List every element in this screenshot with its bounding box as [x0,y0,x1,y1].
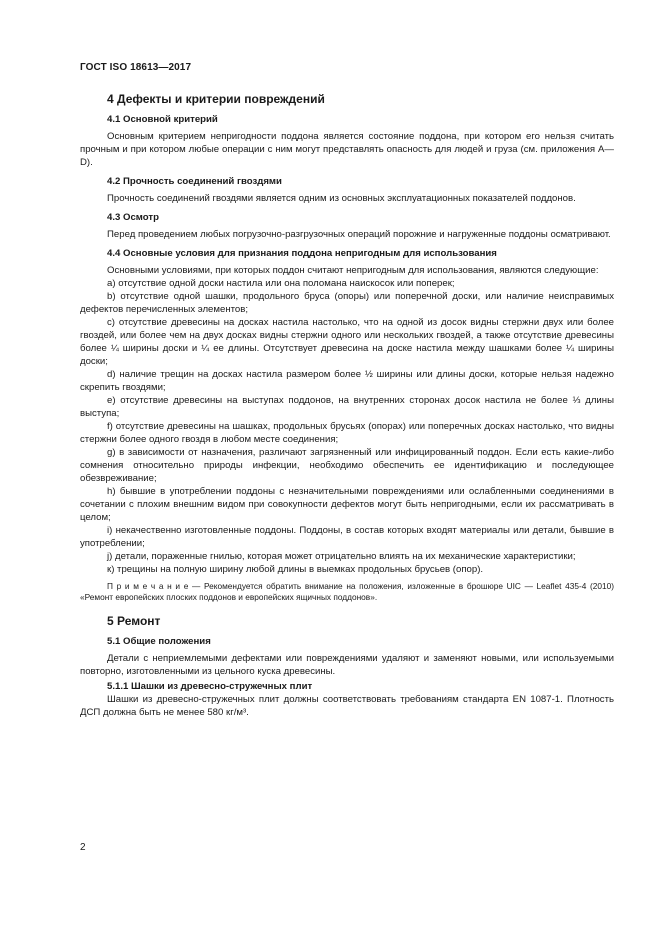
document-body [80,91,614,725]
list-item-g: g) в зависимости от назначения, различают загрязненный или инфицированный поддон. Если есть какие-либо сомнения относительно природы инфекции, необходимо обеспечить ее идентификацию и последующее обезвреживание; [80,447,614,484]
section-5-1-1-title: 5.1.1 Шашки из древесно-стружечных плит [107,681,313,692]
section-4-1-title: 4.1 Основной критерий [107,114,218,125]
section-4-title: 4 Дефекты и критерии повреждений [107,92,325,106]
section-4-4-note: П р и м е ч а н и е — Рекомендуется обратить внимание на положения, изложенные в брошюре UIC — Leaflet 435-4 (2010) «Ремонт европейских плоских поддонов и европейских ящичных поддонов». [80,581,614,602]
list-item-e: e) отсутствие древесины на выступах поддонов, на внутренних сторонах досок настила не более ⅓ длины выступа; [80,395,614,419]
section-5-1-title: 5.1 Общие положения [107,636,211,647]
list-item-i: i) некачественно изготовленные поддоны. Поддоны, в состав которых входят материалы или детали, бывшие в употреблении; [80,525,614,549]
list-item-h: h) бывшие в употреблении поддоны с незначительными повреждениями или ослабленными соединениями в сочетании с плохим внешним видом при совокупности дефектов могут быть непригодными, если их рассматривать в целом; [80,486,614,523]
section-4-2-text: Прочность соединений гвоздями является одним из основных эксплуатационных показателей поддонов. [107,193,576,204]
section-4-4-intro: Основными условиями, при которых поддон считают непригодным для использования, являются следующие: [107,265,599,276]
list-item-f: f) отсутствие древесины на шашках, продольных брусьях (опорах) или поперечных досках настолько, что видны стержни более одного гвоздя в любом месте соединения; [80,421,614,445]
list-item-b: b) отсутствие одной шашки, продольного бруса (опоры) или поперечной доски, или наличие неисправимых дефектов перечисленных элементов; [80,291,614,315]
section-4-4-title: 4.4 Основные условия для признания поддона непригодным для использования [107,248,497,259]
page-number: 2 [80,842,86,853]
list-item-k: к) трещины на полную ширину любой длины в выемках продольных брусьев (опор). [107,564,484,575]
list-item-d: d) наличие трещин на досках настила размером более ½ ширины или длины доски, которые нельзя надежно скрепить гвоздями; [80,369,614,393]
list-item-c: c) отсутствие древесины на досках настила настолько, что на одной из досок видны стержни двух или более гвоздей, или более чем на двух досках видны стержни одного или нескольких гвоздей, а также отсутствие древесины более ¼ ширины доски и ¼ ее длины. Отсутствует древесина на доске настила между шашками более ¼ ширины доски; [80,317,614,367]
section-5-title: 5 Ремонт [107,614,161,628]
section-4-3-text: Перед проведением любых погрузочно-разгрузочных операций порожние и нагруженные поддоны осматривают. [107,229,611,240]
section-4-2-title: 4.2 Прочность соединений гвоздями [107,176,282,187]
list-item-a: a) отсутствие одной доски настила или она поломана наискосок или поперек; [107,278,455,289]
section-4-1-text: Основным критерием непригодности поддона является состояние поддона, при котором его нельзя считать прочным и при котором любые операции с ним могут представлять опасность для людей и груза (см. приложения А—D). [80,131,614,168]
section-5-1-1-text: Шашки из древесно-стружечных плит должны соответствовать требованиям стандарта EN 1087-1. Плотность ДСП должна быть не менее 580 кг/м³. [80,694,614,718]
document-code: ГОСТ ISO 18613—2017 [80,62,192,73]
section-4-3-title: 4.3 Осмотр [107,212,159,223]
section-5-1-text: Детали с неприемлемыми дефектами или повреждениями удаляют и заменяют новыми, или используемыми повторно, изготовленными из цельного куска древесины. [80,653,614,677]
list-item-j: j) детали, пораженные гнилью, которая может отрицательно влиять на их механические характеристики; [107,551,576,562]
